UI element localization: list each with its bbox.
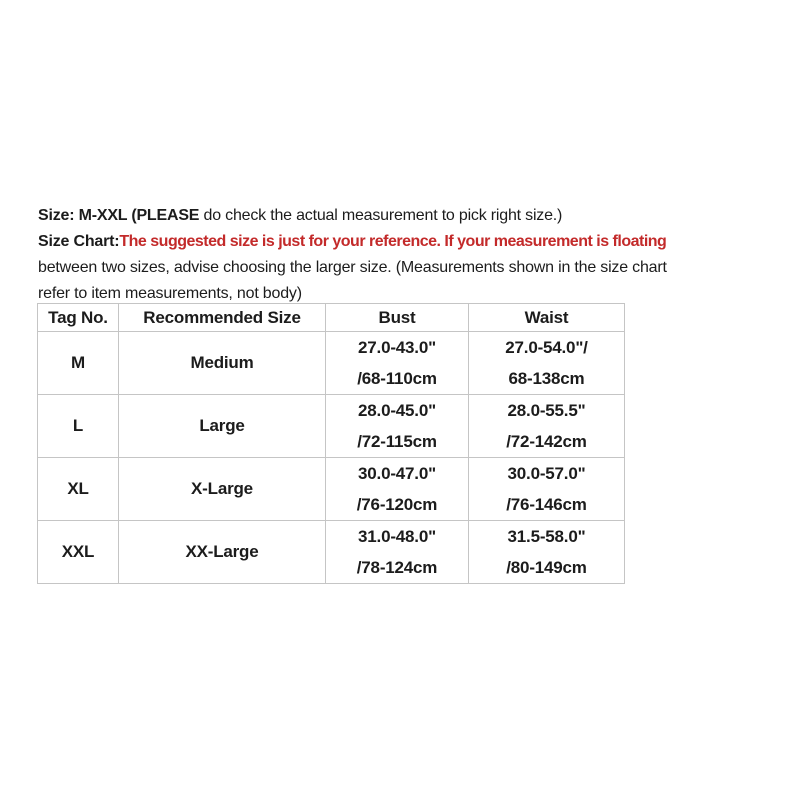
bust-cm: /76-120cm xyxy=(356,494,438,514)
bust-cell xyxy=(326,332,469,395)
waist-cell xyxy=(469,458,625,521)
tag-cell: XL xyxy=(38,458,119,521)
bust-inches: 30.0-47.0" xyxy=(358,463,436,483)
bust-cell xyxy=(326,521,469,584)
bust-inches: 27.0-43.0" xyxy=(358,337,436,357)
size-row-xl xyxy=(38,458,625,521)
size-chart-note-line-2: between two sizes, advise choosing the larger size. (Measurements shown in the size chart xyxy=(38,259,667,276)
waist-inches: 30.0-57.0" xyxy=(507,463,586,483)
bust-cm: /78-124cm xyxy=(356,557,438,577)
waist-inches: 27.0-54.0"/ xyxy=(505,337,588,357)
waist-cell xyxy=(469,395,625,458)
waist-inches: 28.0-55.5" xyxy=(507,400,586,420)
table-header-row xyxy=(38,304,625,332)
col-header-waist: Waist xyxy=(469,304,625,332)
col-header-tag-no: Tag No. xyxy=(38,304,119,332)
size-range-line xyxy=(38,203,778,229)
size-range-rest: do check the actual measurement to pick right size.) xyxy=(199,207,563,224)
size-row-m xyxy=(38,332,625,395)
intro-text xyxy=(38,203,778,307)
size-row-l xyxy=(38,395,625,458)
size-chart-note-red-1: The suggested size is just for your reference. If your measurement is floating xyxy=(119,233,667,250)
bust-inches: 28.0-45.0" xyxy=(358,400,436,420)
recommended-size-cell: Medium xyxy=(119,332,326,395)
bust-cm: /72-115cm xyxy=(357,431,437,451)
size-table xyxy=(37,303,625,584)
bust-cell xyxy=(326,458,469,521)
bust-cell xyxy=(326,395,469,458)
size-chart-label: Size Chart: xyxy=(38,233,120,250)
recommended-size-cell: XX-Large xyxy=(119,521,326,584)
waist-cell xyxy=(469,521,625,584)
size-chart-note-line-1 xyxy=(38,229,778,255)
recommended-size-cell: Large xyxy=(119,395,326,458)
col-header-recommended-size: Recommended Size xyxy=(119,304,326,332)
tag-cell: L xyxy=(38,395,119,458)
waist-cell xyxy=(469,332,625,395)
waist-cm: /80-149cm xyxy=(506,557,587,577)
bust-cm: /68-110cm xyxy=(357,368,437,388)
waist-inches: 31.5-58.0" xyxy=(507,526,586,546)
col-header-bust: Bust xyxy=(326,304,469,332)
recommended-size-cell: X-Large xyxy=(119,458,326,521)
tag-cell: XXL xyxy=(38,521,119,584)
waist-cm: /72-142cm xyxy=(506,431,587,451)
size-range-bold: Size: M-XXL (PLEASE xyxy=(38,207,200,224)
tag-cell: M xyxy=(38,332,119,395)
waist-cm: 68-138cm xyxy=(508,368,585,388)
size-row-xxl xyxy=(38,521,625,584)
size-chart-note-line-3: refer to item measurements, not body) xyxy=(38,285,302,302)
waist-cm: /76-146cm xyxy=(506,494,587,514)
bust-inches: 31.0-48.0" xyxy=(358,526,436,546)
